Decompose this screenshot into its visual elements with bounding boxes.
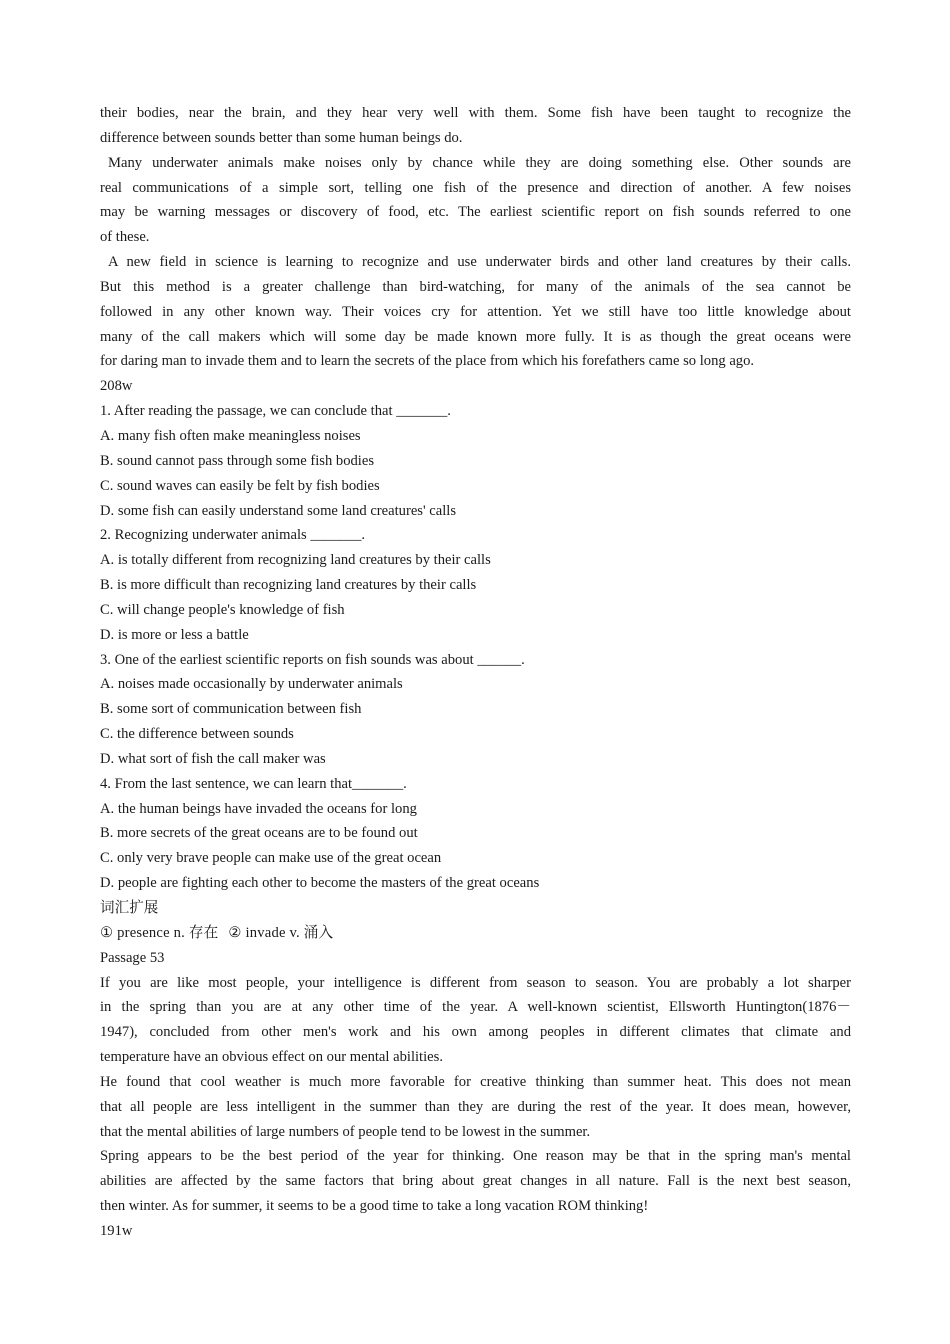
text-line: that all people are less intelligent in the summer than they are during the rest of the year. It does mean, however, [100,1098,851,1115]
text-line: difference between sounds better than some human beings do. [100,129,463,146]
answer-option: C. sound waves can easily be felt by fish bodies [100,477,380,494]
answer-option: B. some sort of communication between fish [100,701,362,718]
answer-option: B. more secrets of the great oceans are to be found out [100,825,418,842]
text-line: then winter. As for summer, it seems to be a good time to take a long vacation ROM thinking! [100,1198,649,1215]
answer-option: A. many fish often make meaningless noises [100,427,361,444]
vocab-heading: 词汇扩展 [100,900,159,916]
vocab-item: ② invade v. 涌入 [228,924,334,941]
answer-option: B. is more difficult than recognizing land creatures by their calls [100,577,477,594]
answer-option: C. the difference between sounds [100,726,294,743]
text-line: many of the call makers which will some day be made known more fully. It is as though the great oceans were [100,328,851,345]
vocab-item: ① presence n. 存在 [100,924,219,941]
text-line: may be warning messages or discovery of food, etc. The earliest scientific report on fish sounds referred to one [100,204,851,221]
text-line: that the mental abilities of large numbers of people tend to be lowest in the summer. [100,1123,591,1140]
question-stem: 4. From the last sentence, we can learn that_______. [100,775,407,792]
text-line: real communications of a simple sort, telling one fish of the presence and direction of another. A few noises [100,179,851,196]
text-line: for daring man to invade them and to learn the secrets of the place from which his forefathers came so long ago. [100,353,755,370]
question-4 [100,772,851,896]
answer-option: A. noises made occasionally by underwater animals [100,676,403,693]
text-line: abilities are affected by the same factors that bring about great changes in all nature. Fall is the next best season, [100,1173,851,1190]
question-1 [100,399,851,523]
word-count: 208w [100,378,133,395]
answer-option: D. what sort of fish the call maker was [100,750,326,767]
text-line: temperature have an obvious effect on our mental abilities. [100,1049,443,1066]
question-2 [100,523,851,647]
answer-option: C. only very brave people can make use of the great ocean [100,850,442,867]
passage-53-paragraph-2 [100,1070,851,1145]
text-line: A new field in science is learning to recognize and use underwater birds and other land creatures by their calls. [108,254,851,271]
document-body [100,101,851,1244]
text-line: their bodies, near the brain, and they hear very well with them. Some fish have been taught to recognize the [100,105,851,121]
question-stem: 2. Recognizing underwater animals _______. [100,527,366,544]
passage-title: Passage 53 [100,949,165,966]
answer-option: A. is totally different from recognizing land creatures by their calls [100,552,491,569]
answer-option: D. some fish can easily understand some land creatures' calls [100,502,457,519]
text-line: He found that cool weather is much more favorable for creative thinking than summer heat. This does not mean [100,1073,851,1090]
passage-52-paragraph-3 [100,250,851,374]
vocab-list [100,921,851,946]
word-count: 191w [100,1222,133,1239]
text-line: If you are like most people, your intelligence is different from season to season. You are probably a lot sharper [100,974,851,991]
answer-option: C. will change people's knowledge of fish [100,601,345,618]
question-3 [100,648,851,772]
text-line: of these. [100,229,150,246]
answer-option: D. is more or less a battle [100,626,249,643]
text-line: But this method is a greater challenge than bird-watching, for many of the animals of the sea cannot be [100,278,851,295]
text-line: Spring appears to be the best period of the year for thinking. One reason may be that in the spring man's mental [100,1148,851,1165]
answer-option: D. people are fighting each other to become the masters of the great oceans [100,875,540,892]
question-stem: 3. One of the earliest scientific reports on fish sounds was about ______. [100,651,525,668]
passage-53-paragraph-1 [100,971,851,1070]
passage-53-paragraph-3 [100,1144,851,1219]
question-stem: 1. After reading the passage, we can conclude that _______. [100,403,451,420]
answer-option: B. sound cannot pass through some fish bodies [100,452,375,469]
text-line: 1947), concluded from other men's work and his own among peoples in different climates that climate and [100,1024,851,1041]
text-line: Many underwater animals make noises only by chance while they are doing something else. Other sounds are [108,154,851,171]
text-line: in the spring than you are at any other time of the year. A well-known scientist, Ellsworth Huntington(1876－ [100,999,851,1016]
passage-52-paragraph-2 [100,151,851,250]
passage-52-paragraph-1 [100,101,851,151]
answer-option: A. the human beings have invaded the oceans for long [100,800,417,817]
text-line: followed in any other known way. Their voices cry for attention. Yet we still have too little knowledge about [100,303,851,320]
